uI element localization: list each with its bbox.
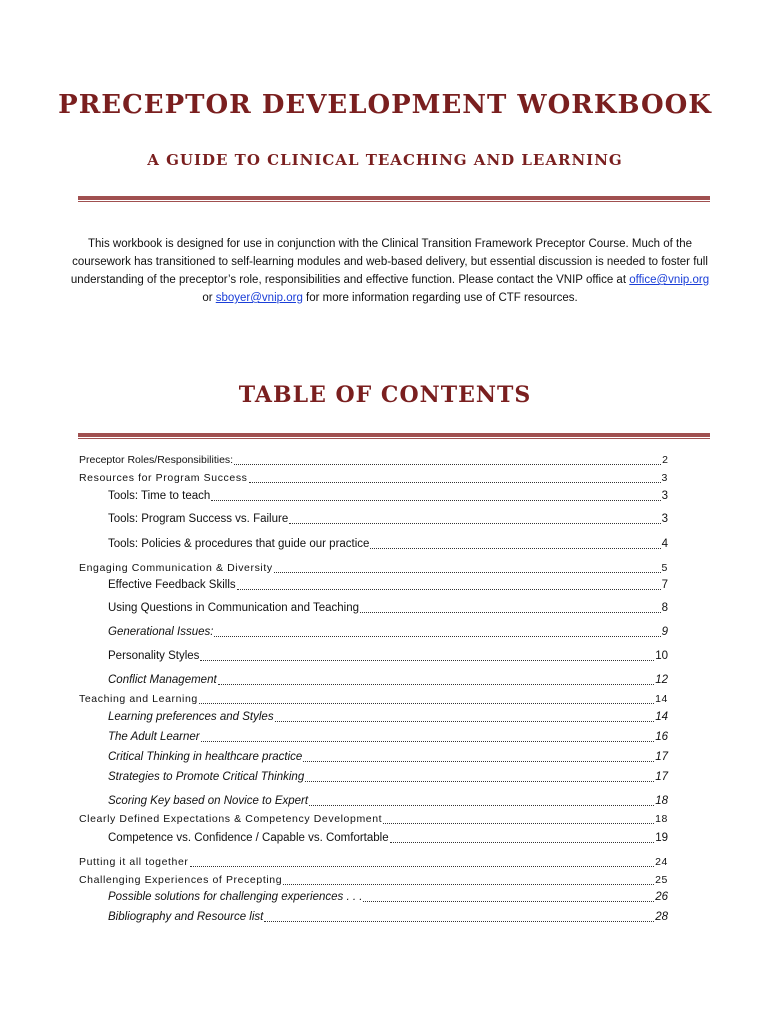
toc-entry-page: 3 — [661, 513, 668, 525]
toc-leader-dots — [211, 500, 660, 501]
toc-leader-dots — [249, 482, 661, 483]
toc-entry-page: 28 — [655, 911, 668, 923]
toc-leader-dots — [275, 721, 655, 722]
toc-leader-dots — [214, 636, 660, 637]
toc-leader-dots — [305, 781, 654, 782]
toc-entry[interactable] — [108, 730, 668, 745]
toc-entry-label: Using Questions in Communication and Teaching — [108, 602, 360, 614]
toc-leader-dots — [234, 464, 661, 465]
toc-entry[interactable] — [79, 453, 668, 468]
toc-leader-dots — [283, 884, 654, 885]
toc-entry-label: Competence vs. Confidence / Capable vs. Comfortable — [108, 832, 389, 844]
toc-entry-label: Challenging Experiences of Precepting — [79, 874, 283, 886]
toc-entry-page: 17 — [655, 751, 668, 763]
toc-leader-dots — [383, 823, 654, 824]
toc-entry-page: 14 — [655, 711, 668, 723]
toc-entry[interactable] — [79, 561, 668, 576]
toc-entry-page: 18 — [655, 813, 668, 825]
toc-entry[interactable] — [108, 794, 668, 809]
toc-entry-page: 7 — [661, 579, 668, 591]
toc-entry[interactable] — [108, 710, 668, 725]
document-subtitle: A GUIDE TO CLINICAL TEACHING AND LEARNING — [147, 151, 623, 169]
toc-leader-dots — [200, 660, 654, 661]
toc-leader-dots — [390, 842, 655, 843]
toc-entry-label: Clearly Defined Expectations & Competency Development — [79, 813, 383, 825]
toc-entry-label: Possible solutions for challenging experiences . . . — [108, 891, 363, 903]
toc-entry[interactable] — [108, 537, 668, 552]
toc-leader-dots — [190, 866, 655, 867]
toc-entry-page: 14 — [655, 693, 668, 705]
toc-entry-label: Tools: Program Success vs. Failure — [108, 513, 289, 525]
toc-entry[interactable] — [108, 750, 668, 765]
toc-entry-label: Strategies to Promote Critical Thinking — [108, 771, 305, 783]
toc-leader-dots — [360, 612, 661, 613]
document-title: PRECEPTOR DEVELOPMENT WORKBOOK — [58, 90, 712, 120]
toc-entry-label: Tools: Policies & procedures that guide our practice — [108, 538, 370, 550]
toc-entry[interactable] — [79, 692, 668, 707]
toc-entry-label: Personality Styles — [108, 650, 200, 662]
title-divider — [78, 196, 710, 200]
toc-leader-dots — [237, 589, 661, 590]
toc-entry-page: 10 — [655, 650, 668, 662]
toc-entry-page: 25 — [655, 874, 668, 886]
toc-entry[interactable] — [108, 673, 668, 688]
toc-entry-page: 17 — [655, 771, 668, 783]
toc-leader-dots — [309, 805, 654, 806]
toc-entry[interactable] — [108, 512, 668, 527]
toc-entry-page: 3 — [661, 472, 668, 484]
toc-entry-label: Learning preferences and Styles — [108, 711, 274, 723]
toc-entry-label: Critical Thinking in healthcare practice — [108, 751, 303, 763]
toc-entry[interactable] — [79, 812, 668, 827]
sboyer-email-link[interactable]: sboyer@vnip.org — [215, 292, 303, 304]
toc-entry-label: Preceptor Roles/Responsibilities: — [79, 454, 234, 466]
toc-entry-page: 2 — [662, 454, 668, 466]
toc-entry[interactable] — [108, 890, 668, 905]
toc-entry-label: Scoring Key based on Novice to Expert — [108, 795, 309, 807]
toc-entry-label: Effective Feedback Skills — [108, 579, 236, 591]
toc-leader-dots — [264, 921, 654, 922]
toc-entry[interactable] — [108, 578, 668, 593]
toc-entry[interactable] — [108, 625, 668, 640]
toc-entry-label: Engaging Communication & Diversity — [79, 562, 273, 574]
toc-entry-label: Conflict Management — [108, 674, 217, 686]
toc-entry-label: The Adult Learner — [108, 731, 200, 743]
toc-entry-label: Generational Issues: — [108, 626, 214, 638]
toc-entry-page: 3 — [661, 490, 668, 502]
toc-entry-page: 8 — [661, 602, 668, 614]
toc-entry-page: 5 — [661, 562, 668, 574]
toc-entry[interactable] — [79, 471, 668, 486]
toc-divider — [78, 433, 710, 437]
toc-heading: TABLE OF CONTENTS — [238, 382, 532, 408]
toc-entry-page: 4 — [661, 538, 668, 550]
toc-entry-page: 26 — [655, 891, 668, 903]
toc-entry[interactable] — [108, 649, 668, 664]
toc-entry[interactable] — [108, 489, 668, 504]
toc-entry-page: 24 — [655, 856, 668, 868]
intro-text-middle: or — [202, 292, 216, 304]
toc-entry-label: Tools: Time to teach — [108, 490, 211, 502]
intro-paragraph — [70, 235, 710, 307]
toc-entry[interactable] — [79, 873, 668, 888]
toc-entry-page: 18 — [655, 795, 668, 807]
toc-entry-label: Teaching and Learning — [79, 693, 198, 705]
intro-text-after: for more information regarding use of CTF resources. — [302, 292, 578, 304]
toc-entry-label: Resources for Program Success — [79, 472, 248, 484]
toc-entry-label: Bibliography and Resource list — [108, 911, 264, 923]
toc-leader-dots — [289, 523, 660, 524]
toc-leader-dots — [303, 761, 654, 762]
toc-entry-page: 16 — [655, 731, 668, 743]
toc-leader-dots — [201, 741, 655, 742]
office-email-link[interactable]: office@vnip.org — [629, 274, 710, 286]
toc-entry[interactable] — [108, 831, 668, 846]
toc-entry-page: 9 — [661, 626, 668, 638]
toc-leader-dots — [370, 548, 660, 549]
toc-entry[interactable] — [79, 855, 668, 870]
toc-entry-page: 12 — [655, 674, 668, 686]
toc-entry[interactable] — [108, 770, 668, 785]
toc-leader-dots — [218, 684, 655, 685]
toc-entry[interactable] — [108, 910, 668, 925]
toc-entry-page: 19 — [655, 832, 668, 844]
toc-entry-label: Putting it all together — [79, 856, 189, 868]
toc-leader-dots — [274, 572, 661, 573]
toc-leader-dots — [363, 901, 654, 902]
toc-entry[interactable] — [108, 601, 668, 616]
intro-text-before: This workbook is designed for use in conjunction with the Clinical Transition Framework Preceptor Course. Much of the coursework has transitioned to self-learning modules and web-based delivery, but essential discussion is needed to foster full understanding of the preceptor’s role, responsibilities and effective function. Please contact the VNIP office at — [70, 238, 708, 286]
toc-leader-dots — [199, 703, 654, 704]
